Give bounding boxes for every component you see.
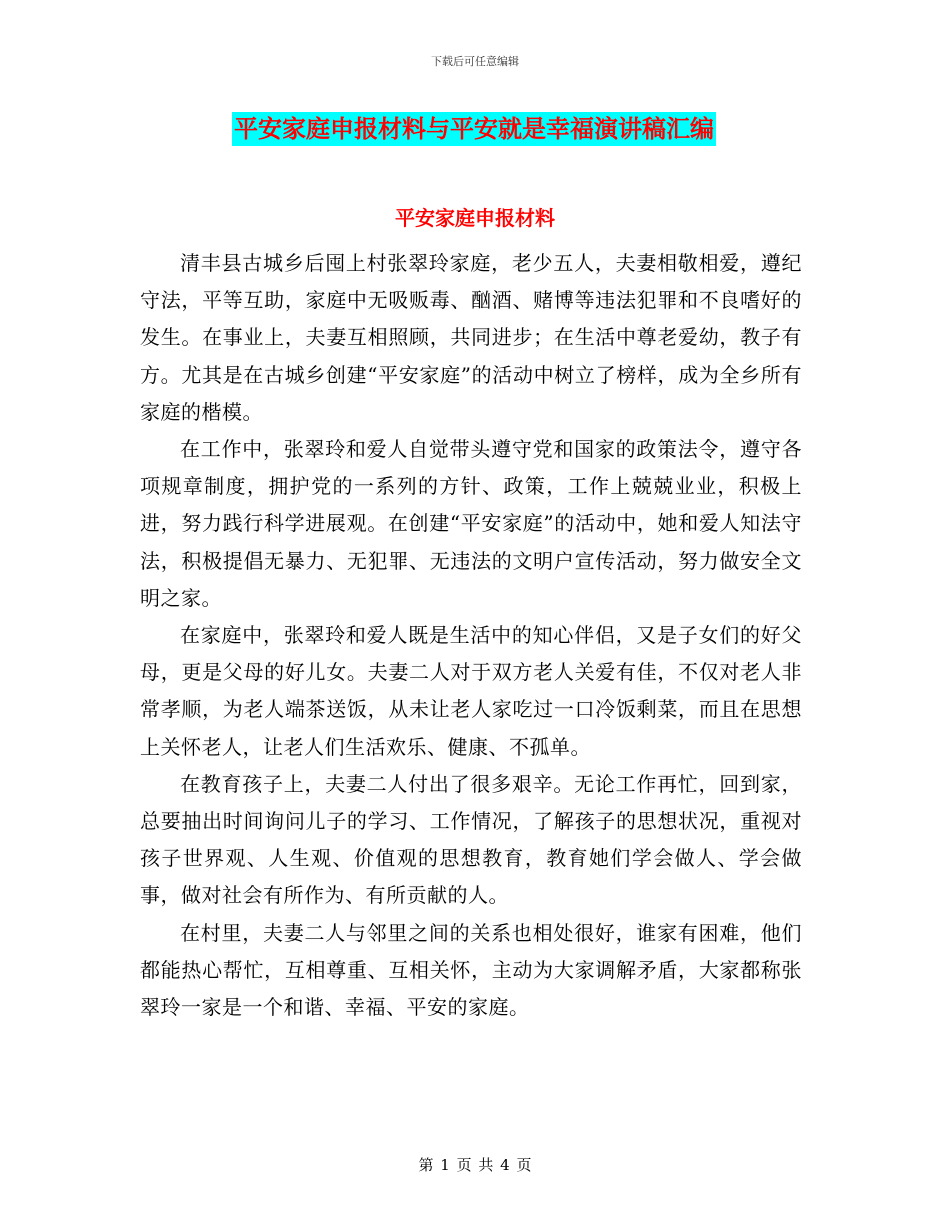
paragraph-2: 在工作中，张翠玲和爱人自觉带头遵守党和国家的政策法令，遵守各项规章制度，拥护党的一系列的方针、政策，工作上兢兢业业，积极上进，努力践行科学进展观。在创建“平安家庭”的活动中，她和爱人知法守法，积极提倡无暴力、无犯罪、无违法的文明户宣传活动，努力做安全文明之家。 (140, 437, 802, 610)
document-body (140, 245, 802, 1026)
paragraph-4: 在教育孩子上，夫妻二人付出了很多艰辛。无论工作再忙，回到家，总要抽出时间询问儿子的学习、工作情况，了解孩子的思想状况，重视对孩子世界观、人生观、价值观的思想教育，教育她们学会做人、学会做事，做对社会有所作为、有所贡献的人。 (140, 771, 802, 908)
header-note: 下载后可任意编辑 (431, 55, 519, 68)
document-title: 平安家庭申报材料与平安就是幸福演讲稿汇编 (232, 112, 716, 146)
paragraph-1: 清丰县古城乡后囤上村张翠玲家庭，老少五人，夫妻相敬相爱，遵纪守法，平等互助，家庭中无吸贩毒、酗酒、赌博等违法犯罪和不良嗜好的发生。在事业上，夫妻互相照顾，共同进步；在生活中尊老爱幼，教子有方。尤其是在古城乡创建“平安家庭”的活动中树立了榜样，成为全乡所有家庭的楷模。 (140, 251, 802, 424)
paragraph-5: 在村里，夫妻二人与邻里之间的关系也相处很好，谁家有困难，他们都能热心帮忙，互相尊重、互相关怀，主动为大家调解矛盾，大家都称张翠玲一家是一个和谐、幸福、平安的家庭。 (140, 920, 802, 1020)
section-title: 平安家庭申报材料 (395, 206, 555, 230)
page-number-footer: 第 1 页 共 4 页 (418, 1156, 532, 1174)
paragraph-3: 在家庭中，张翠玲和爱人既是生活中的知心伴侣，又是子女们的好父母，更是父母的好儿女。夫妻二人对于双方老人关爱有佳，不仅对老人非常孝顺，为老人端茶送饭，从未让老人家吃过一口冷饭剩菜，而且在思想上关怀老人，让老人们生活欢乐、健康、不孤单。 (140, 623, 802, 759)
